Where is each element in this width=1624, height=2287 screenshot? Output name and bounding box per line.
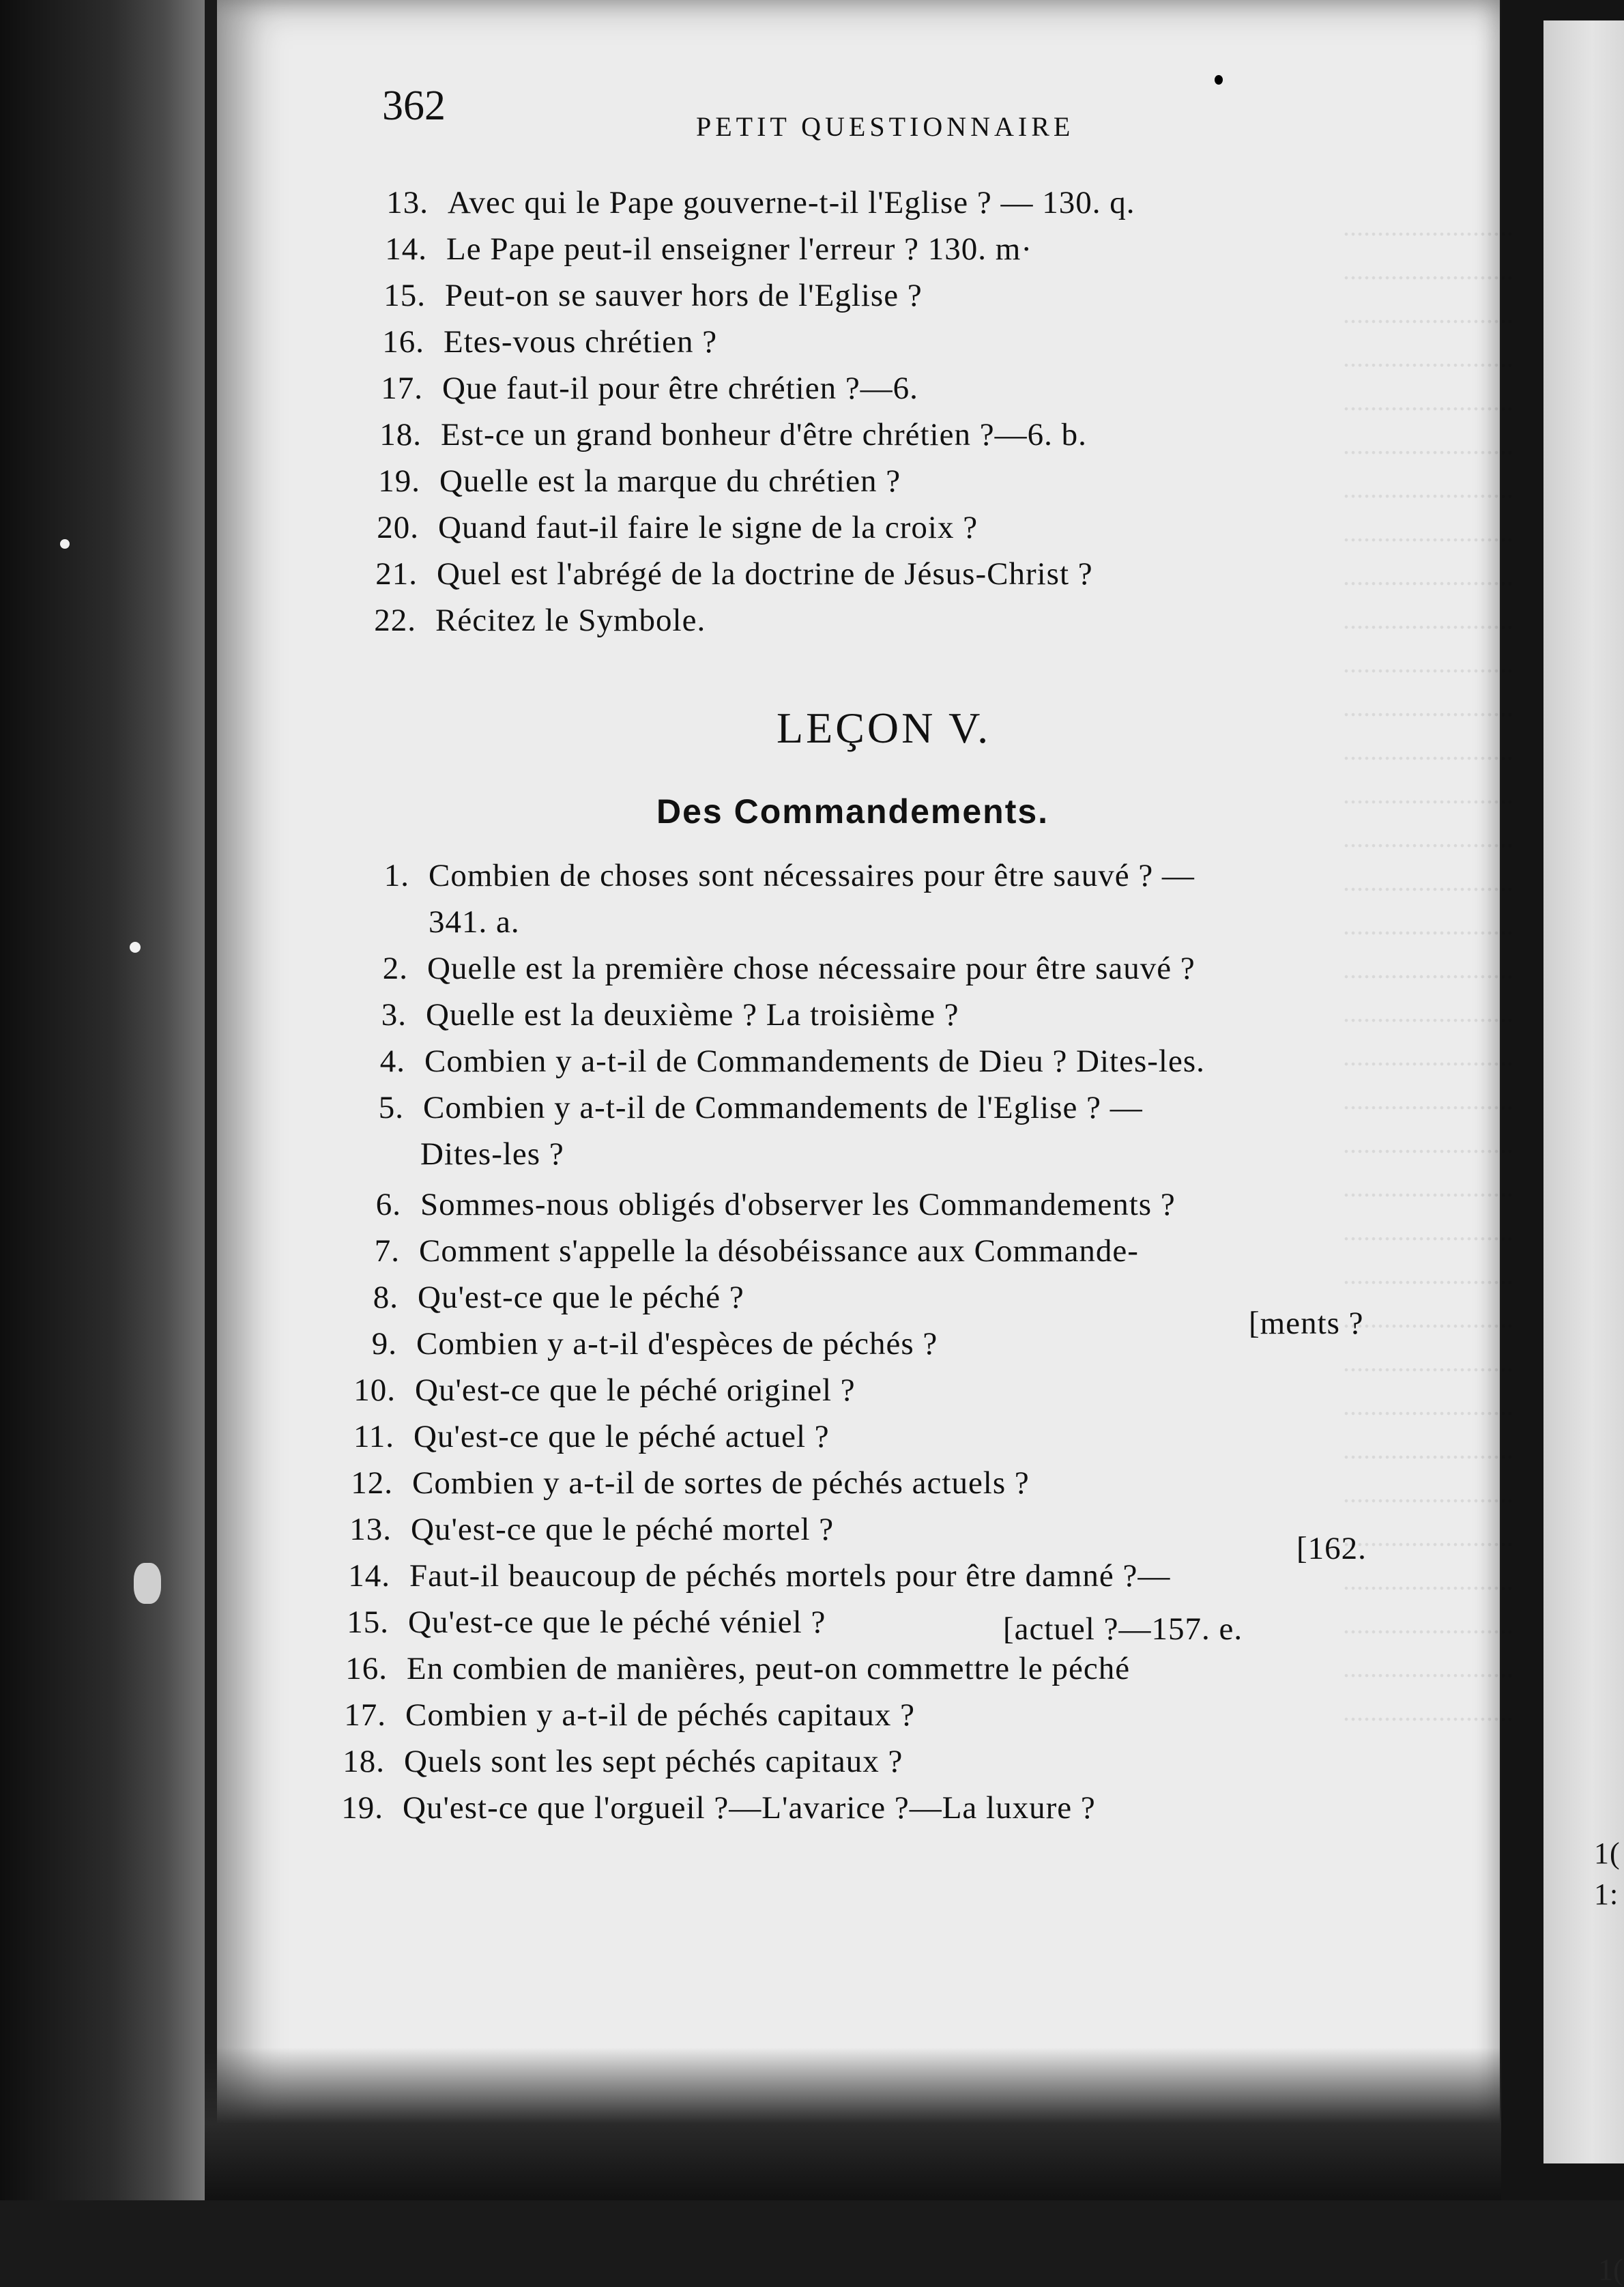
question-continuation: Dites-les ?	[420, 1136, 564, 1172]
question-number: 22.	[374, 603, 416, 638]
question-item	[338, 1279, 744, 1316]
question-item	[359, 509, 978, 546]
question-text: Quels sont les sept péchés capitaux ?	[404, 1744, 903, 1779]
question-text: Quelle est la marque du chrétien ?	[439, 463, 901, 499]
question-item	[332, 1511, 834, 1548]
question-number: 6.	[375, 1187, 401, 1222]
question-item	[362, 416, 1087, 453]
question-number: 13.	[349, 1512, 392, 1547]
question-number: 1.	[383, 858, 409, 893]
question-text: Sommes-nous obligés d'observer les Commandements ?	[420, 1187, 1176, 1222]
question-text: Quand faut-il faire le signe de la croix ?	[438, 510, 978, 545]
question-number: 19.	[378, 463, 420, 499]
question-item	[325, 1743, 903, 1780]
question-text: Quelle est la première chose nécessaire pour être sauvé ?	[427, 951, 1195, 986]
question-item	[329, 1604, 826, 1641]
next-page-number: 1(	[1594, 1837, 1621, 1870]
question-item	[356, 602, 706, 639]
lesson-subtitle: Des Commandements.	[656, 792, 1049, 831]
question-number: 10.	[353, 1372, 396, 1408]
question-item	[337, 1325, 938, 1362]
question-item	[334, 1418, 830, 1455]
question-item	[366, 277, 923, 314]
question-number: 18.	[343, 1744, 385, 1779]
question-text: Etes-vous chrétien ?	[444, 324, 718, 360]
question-number: 7.	[374, 1233, 400, 1269]
question-number: 14.	[385, 231, 427, 267]
question-number: 4.	[379, 1044, 405, 1079]
question-item	[326, 1697, 915, 1734]
question-item	[345, 1043, 1205, 1080]
scan-speck	[60, 539, 70, 549]
question-number: 2.	[382, 951, 408, 986]
question-text: Combien y a-t-il d'espèces de péchés ?	[416, 1326, 938, 1362]
question-text: Comment s'appelle la désobéissance aux Commande-	[419, 1233, 1139, 1269]
question-item	[344, 1089, 1143, 1126]
next-page-number: 1(	[1598, 2253, 1623, 2286]
question-number: 12.	[351, 1465, 393, 1501]
page-bottom-shadow	[205, 2047, 1501, 2200]
scan-speck	[130, 942, 141, 953]
question-continuation: 341. a.	[429, 904, 520, 940]
question-number: 14.	[348, 1558, 390, 1594]
page-header	[382, 82, 1406, 150]
question-number: 16.	[345, 1651, 388, 1686]
question-continuation: [ments ?	[1249, 1306, 1364, 1341]
question-item	[333, 1465, 1030, 1501]
question-text: Qu'est-ce que l'orgueil ?—L'avarice ?—La luxure ?	[403, 1790, 1096, 1826]
question-text: Combien y a-t-il de sortes de péchés actuels ?	[412, 1465, 1030, 1501]
question-text: Qu'est-ce que le péché véniel ?	[408, 1605, 826, 1640]
question-text: Combien y a-t-il de Commandements de Dieu ? Dites-les.	[424, 1044, 1205, 1079]
question-text: Quelle est la deuxième ? La troisième ?	[426, 997, 959, 1033]
question-item	[347, 996, 959, 1033]
question-text: Qu'est-ce que le péché actuel ?	[414, 1419, 830, 1454]
question-item	[323, 1789, 1096, 1826]
question-item	[358, 556, 1093, 592]
question-number: 16.	[382, 324, 424, 360]
question-number: 17.	[381, 371, 423, 406]
question-item	[360, 463, 901, 500]
question-text: Avec qui le Pape gouverne-t-il l'Eglise ? — 130. q.	[448, 185, 1135, 220]
question-number: 15.	[383, 278, 426, 313]
question-number: 17.	[344, 1697, 386, 1733]
question-item	[349, 857, 1195, 894]
question-text: Quel est l'abrégé de la doctrine de Jésus-Christ ?	[437, 556, 1093, 592]
question-text: Qu'est-ce que le péché originel ?	[415, 1372, 856, 1408]
question-text: Qu'est-ce que le péché ?	[418, 1280, 744, 1315]
question-number: 19.	[341, 1790, 383, 1826]
question-text: Combien de choses sont nécessaires pour être sauvé ? —	[429, 858, 1195, 893]
lesson-title: LEÇON V.	[777, 704, 991, 752]
question-number: 21.	[375, 556, 418, 592]
question-text: Récitez le Symbole.	[435, 603, 706, 638]
question-item	[340, 1233, 1139, 1269]
question-text: Que faut-il pour être chrétien ?—6.	[442, 371, 918, 406]
question-number: 8.	[373, 1280, 398, 1315]
question-item	[328, 1650, 1130, 1687]
bleed-through-text: ......................... ......................... ......................... ......................... ......................... ......................... ......................... ......................... ......................... ......................... ......................... ......................... ......................... ......................... ......................... ......................... ......................... ......................... ......................... ......................... ......................... ......................... ......................... ......................... ......................... ......................... ......................... ......................... ......................... ......................... ......................... ......................... ......................... ......................... .........................	[1343, 211, 1513, 1727]
question-number: 5.	[378, 1090, 404, 1125]
question-number: 18.	[379, 417, 422, 452]
question-text: En combien de manières, peut-on commettre le péché	[407, 1651, 1131, 1686]
scan-speck	[1215, 75, 1223, 85]
next-page-number: 1:	[1594, 1878, 1619, 1911]
question-text: Faut-il beaucoup de péchés mortels pour être damné ?—	[409, 1558, 1171, 1594]
question-text: Combien y a-t-il de péchés capitaux ?	[405, 1697, 915, 1733]
question-item	[330, 1557, 1170, 1594]
question-text: Le Pape peut-il enseigner l'erreur ? 130. m·	[446, 231, 1032, 267]
question-text: Qu'est-ce que le péché mortel ?	[411, 1512, 835, 1547]
question-item	[364, 323, 717, 360]
question-text: Peut-on se sauver hors de l'Eglise ?	[445, 278, 923, 313]
question-text: Combien y a-t-il de Commandements de l'Eglise ? —	[423, 1090, 1143, 1125]
running-title: PETIT QUESTIONNAIRE	[696, 111, 1075, 142]
question-continuation: [162.	[1296, 1531, 1367, 1566]
question-number: 9.	[371, 1326, 397, 1362]
question-number: 15.	[347, 1605, 389, 1640]
question-text: Est-ce un grand bonheur d'être chrétien ?—6. b.	[441, 417, 1087, 452]
question-number: 20.	[377, 510, 419, 545]
question-item	[363, 370, 918, 407]
scan-border-left	[0, 0, 205, 2200]
question-number: 11.	[353, 1419, 394, 1454]
question-item	[348, 950, 1195, 987]
question-item	[341, 1186, 1176, 1223]
question-number: 3.	[381, 997, 407, 1033]
question-item	[336, 1372, 856, 1409]
scan-speck	[134, 1563, 161, 1604]
question-number: 13.	[386, 185, 429, 220]
question-item	[367, 231, 1032, 268]
question-item	[368, 184, 1135, 221]
page-number: 362	[382, 83, 446, 129]
question-continuation: [actuel ?—157. e.	[1003, 1611, 1243, 1647]
